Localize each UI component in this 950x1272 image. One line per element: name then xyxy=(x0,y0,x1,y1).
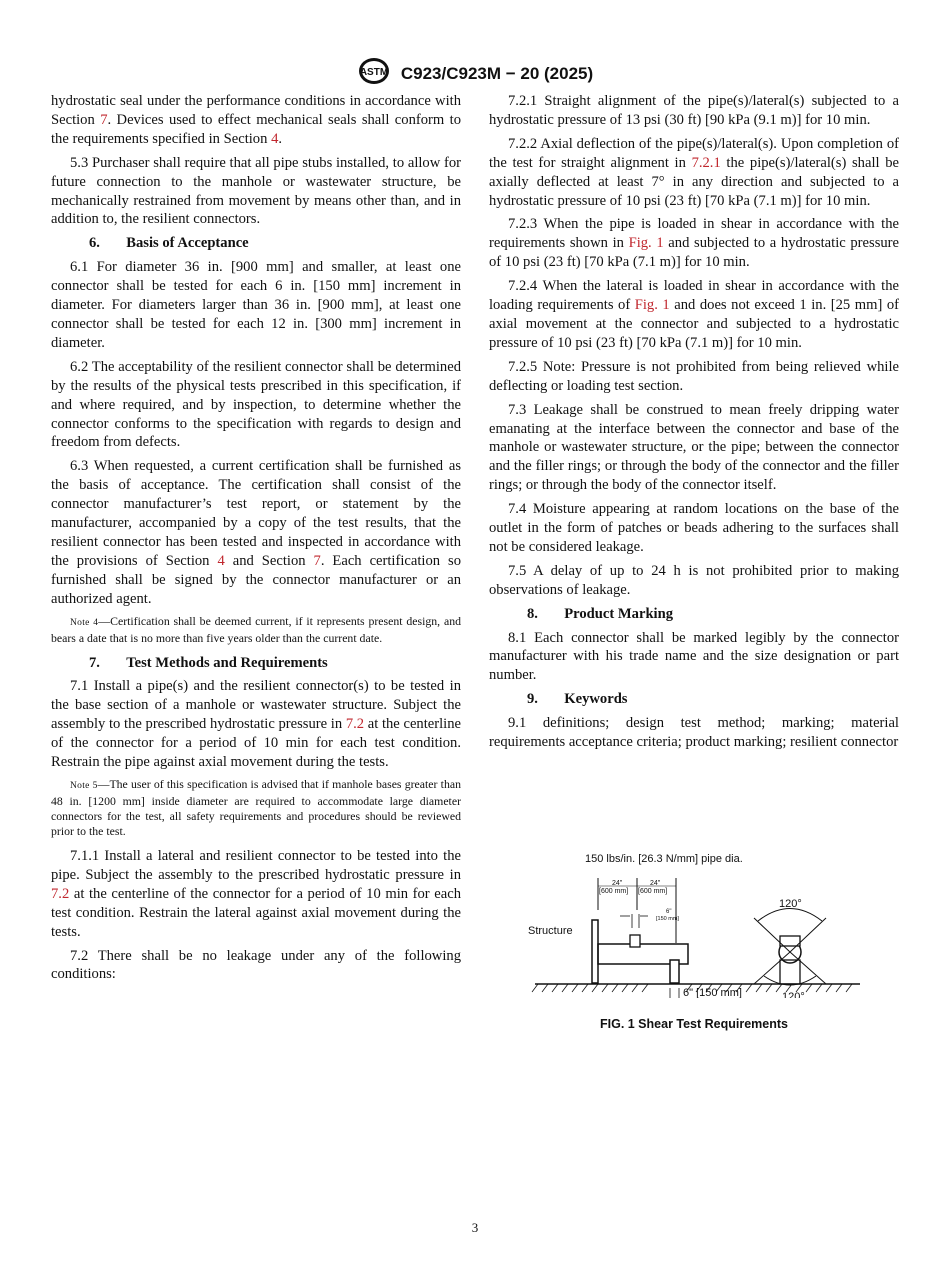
paragraph-7-3: 7.3 Leakage shall be construed to mean freely dripping water emanating at the interface between the connector and base of the manhole or wastewater structure, or the pipe; between the connector and the filler rings; or through the body of the connector and the filler rings; or through the body of the connector itself. xyxy=(489,401,899,494)
dim-bottom: 6" [150 mm] xyxy=(683,987,742,998)
figure-1-caption: FIG. 1 Shear Test Requirements xyxy=(599,1017,789,1031)
paragraph-7-1: 7.1 Install a pipe(s) and the resilient connector(s) to be tested in the base section of a manhole or wastewater structure. Subject the assembly to the prescribed hydrostatic pressure in 7.2 at the centerline of the connector for a period of 10 min for each test condition. Restrain the pipe against axial movement during the tests. xyxy=(51,678,461,771)
dim-150-small: [150 mm] xyxy=(656,916,679,922)
paragraph-7-1-1: 7.1.1 Install a lateral and resilient connector to be tested into the pipe. Subject the assembly to the prescribed hydrostatic pressure in 7.2 at the centerline of the connector for a period of 10 min for each test condition. Restrain the lateral against axial movement during the tests. xyxy=(51,848,461,940)
paragraph-9-1: 9.1 definitions; design test method; marking; material requirements acceptance criteria; product marking; resilient connector xyxy=(489,715,899,751)
page-number: 3 xyxy=(471,1220,479,1235)
paragraph-7-2-2: 7.2.2 Axial deflection of the pipe(s)/lateral(s). Upon completion of the test for straight alignment in 7.2.1 the pipe(s)/lateral(s) shall be axially deflected at least 7° in any direction and subjected to a hydrostatic pressure of 10 psi (23 ft) [70 kPa (7.1 m)] for 10 min. xyxy=(489,135,899,209)
section-7-2-link[interactable]: 7.2 xyxy=(345,716,365,733)
paragraph-6-2: 6.2 The acceptability of the resilient connector shall be determined by the results of the physical tests prescribed in this specification, if and where required, and by inspection, to determine whether the connector conforms to the specification with regards to design and freedom from defects. xyxy=(51,358,461,451)
dim-600-right: [600 mm] xyxy=(638,888,668,895)
structure-label: Structure xyxy=(528,925,573,937)
heading-8: 8. Product Marking xyxy=(527,605,674,622)
paragraph-7-2-3: 7.2.3 When the pipe is loaded in shear in accordance with the requirements shown in Fig. 1 and subjected to a hydrostatic pressure of 10 psi (23 ft) [70 kPa (7.1 m)] for 10 min. xyxy=(489,216,900,271)
dim-600-left: [600 mm] xyxy=(599,888,629,895)
angle-bottom: 120° xyxy=(782,991,805,998)
left-column xyxy=(51,92,461,989)
fig-1-link[interactable]: Fig. 1 xyxy=(634,297,670,314)
paragraph-7-2-4: 7.2.4 When the lateral is loaded in shear in accordance with the loading requirements of Fig. 1 and does not exceed 1 in. [25 mm] of axial movement at the connector and subjected to a hydrostatic pressure of 10 psi (23 ft) [70 kPa (7.1 m)] for 10 min. xyxy=(489,278,900,351)
note-5: Note 5—The user of this specification is advised that if manhole bases greater than 48 in. [1200 mm] inside diameter are required to accommodate large diameter connectors for the test, all safety requirements and procedures should be reviewed prior to the test. xyxy=(51,777,461,838)
logo-text: ASTM xyxy=(359,67,389,78)
figure-1-diagram xyxy=(520,848,880,998)
paragraph-5-3: 5.3 Purchaser shall require that all pipe stubs installed, to allow for future connection to the manhole or wastewater structure, be mechanically restrained from movement by means other than, and in addition to, the resilient connectors. xyxy=(51,154,461,228)
document-id: C923/C923M − 20 (2025) xyxy=(400,63,594,83)
section-7-link[interactable]: 7 xyxy=(313,552,321,569)
paragraph-6-1: 6.1 For diameter 36 in. [900 mm] and smaller, at least one connector shall be tested for each 6 in. [150 mm] increment in diameter. For diameters larger than 36 in. [900 mm], at least one connector shall be tested for each 12 in. [300 mm] increment in diameter. xyxy=(51,259,461,351)
section-4-link[interactable]: 4 xyxy=(271,130,279,147)
paragraph-7-2-5: 7.2.5 Note: Pressure is not prohibited from being relieved while deflecting or loading test section. xyxy=(489,358,899,394)
section-4-link[interactable]: 4 xyxy=(217,552,225,569)
paragraph-7-2: 7.2 There shall be no leakage under any of the following conditions: xyxy=(51,947,461,983)
right-column xyxy=(489,92,899,757)
paragraph-7-4: 7.4 Moisture appearing at random locations on the base of the outlet in the form of patches or beads adhering to the surfaces shall not be considered leakage. xyxy=(489,501,899,555)
paragraph-8-1: 8.1 Each connector shall be marked legibly by the connector manufacturer with his trade name and the size designation or part number. xyxy=(489,629,899,684)
note-4: Note 4—Certification shall be deemed current, if it represents present design, and bears a date that is no more than five years older than the current date. xyxy=(51,613,461,645)
angle-top: 120° xyxy=(779,898,802,910)
paragraph-6-3: 6.3 When requested, a current certification shall be furnished as the basis of acceptance. The certification shall consist of the connector manufacturer’s test report, or statement by the manufacturer, accompanied by a copy of the test results, that the resilient connector has been tested and inspected in accordance with the provisions of Section 4 and Section 7. Each certification so furnished shall be signed by the connector manufacturer or an authorized agent. xyxy=(51,458,462,607)
paragraph-7-2-1: 7.2.1 Straight alignment of the pipe(s)/lateral(s) subjected to a hydrostatic pressure of 13 psi (30 ft) [90 kPa (9.1 m)] for 10 min. xyxy=(489,93,899,128)
heading-7: 7. Test Methods and Requirements xyxy=(89,654,328,671)
page-header xyxy=(0,56,950,88)
heading-9: 9. Keywords xyxy=(527,691,628,708)
astm-logo-icon xyxy=(357,56,391,91)
section-7-2-link[interactable]: 7.2 xyxy=(51,885,70,902)
paragraph-5-2-continued: hydrostatic seal under the performance conditions in accordance with Section 7. Devices used to effect mechanical seals shall conform to the requirements specified in Section 4. xyxy=(51,93,461,147)
load-label: 150 lbs/in. [26.3 N/mm] pipe dia. xyxy=(585,853,743,865)
heading-6: 6. Basis of Acceptance xyxy=(89,235,249,252)
fig-1-link[interactable]: Fig. 1 xyxy=(628,235,664,252)
section-7-link[interactable]: 7 xyxy=(100,111,108,128)
section-7-2-1-link[interactable]: 7.2.1 xyxy=(691,154,721,171)
dim-6-small: 6" xyxy=(666,909,672,915)
paragraph-7-5: 7.5 A delay of up to 24 h is not prohibited prior to making observations of leakage. xyxy=(489,562,899,598)
dim-24-right: 24" xyxy=(650,880,661,887)
dim-24-left: 24" xyxy=(612,880,623,887)
